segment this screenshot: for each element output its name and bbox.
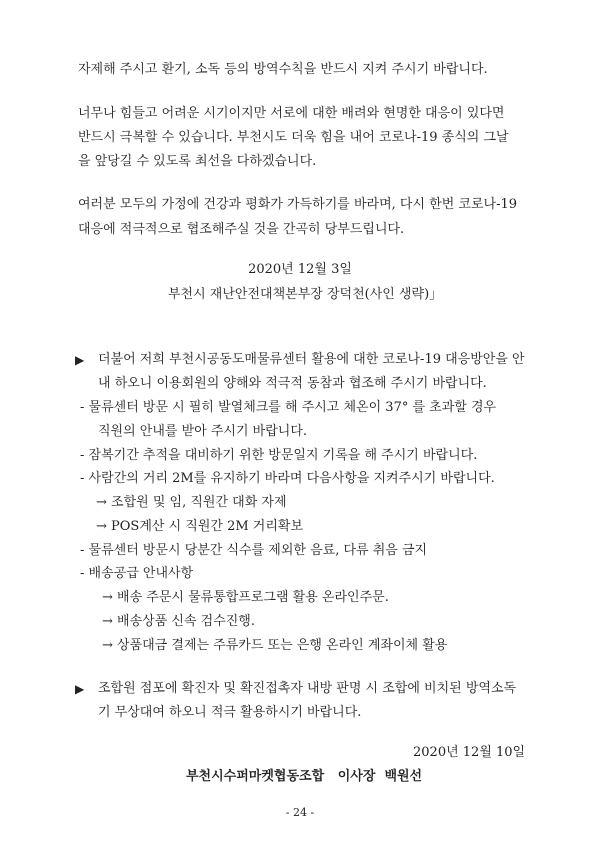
signature-1-signer: 부천시 재난안전대책본부장 장덕천(사인 생략)」 — [168, 287, 443, 302]
signature-1-date: 2020년 12월 3일 — [248, 262, 352, 277]
intro-paragraph-2-line-2: 반드시 극복할 수 있습니다. 부천시도 더욱 힘을 내어 코로나-19 종식의 그날 — [78, 130, 509, 145]
notice-2-line-2: 기 무상대여 하오니 적극 활용하시기 바랍니다. — [98, 705, 362, 720]
notice-1-marker-icon: ▶ — [75, 353, 85, 367]
intro-paragraph-3-line-2: 대응에 적극적으로 협조해주실 것을 간곡히 당부드립니다. — [78, 222, 405, 237]
notice-1-item: - 물류센터 방문 시 필히 발열체크를 해 주시고 체온이 37° 를 초과할 경우 — [80, 400, 497, 415]
notice-1-line-2: 내 하오니 이용회원의 양해와 적극적 동참과 협조해 주시기 바랍니다. — [98, 376, 487, 391]
notice-1-item: 직원의 안내를 받아 주시기 바랍니다. — [98, 424, 308, 439]
signature-2-date: 2020년 12월 10일 — [413, 745, 526, 760]
intro-paragraph-2-line-3: 을 앞당길 수 있도록 최선을 다하겠습니다. — [78, 154, 317, 169]
notice-1-item: → 조합원 및 임, 직원간 대화 자제 — [96, 495, 287, 510]
notice-1-line-1: 더불어 저희 부천시공동도매물류센터 활용에 대한 코로나-19 대응방안을 안 — [98, 352, 525, 367]
notice-1-item: - 배송공급 안내사항 — [80, 566, 194, 581]
notice-1-item: → 배송 주문시 물류통합프로그램 활용 온라인주문. — [102, 590, 389, 605]
notice-1-item: → 상품대금 결제는 주류카드 또는 은행 온라인 계좌이체 활용 — [102, 638, 448, 653]
signature-2-signer: 부천시수퍼마켓협동조합 이사장 백원선 — [186, 769, 423, 784]
notice-2-marker-icon: ▶ — [75, 682, 85, 696]
intro-line: 자제해 주시고 환기, 소독 등의 방역수칙을 반드시 지켜 주시기 바랍니다. — [78, 62, 488, 77]
notice-1-item: → POS계산 시 직원간 2M 거리확보 — [96, 519, 304, 534]
intro-paragraph-2-line-1: 너무나 힘들고 어려운 시기이지만 서로에 대한 배려와 현명한 대응이 있다면 — [78, 106, 505, 121]
page-number: - 24 - — [285, 806, 315, 819]
notice-2-line-1: 조합원 점포에 확진자 및 확진접촉자 내방 판명 시 조합에 비치된 방역소독 — [98, 681, 517, 696]
notice-1-item: - 잠복기간 추적을 대비하기 위한 방문일지 기록을 해 주시기 바랍니다. — [80, 448, 478, 463]
notice-1-item: → 배송상품 신속 검수진행. — [102, 614, 256, 629]
notice-1-item: - 물류센터 방문시 당분간 식수를 제외한 음료, 다류 취음 금지 — [80, 543, 428, 558]
intro-paragraph-3-line-1: 여러분 모두의 가정에 건강과 평화가 가득하기를 바라며, 다시 한번 코로나-19 — [78, 197, 517, 212]
notice-1-item: - 사람간의 거리 2M를 유지하기 바라며 다음사항을 지켜주시기 바랍니다. — [80, 471, 495, 486]
